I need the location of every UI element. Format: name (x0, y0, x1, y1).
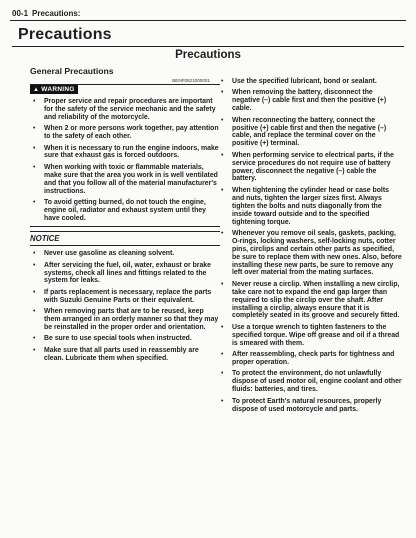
list-item: • When removing the battery, disconnect the negative (–) cable first and then the positive (+) cable. (218, 89, 402, 113)
list-item: • When it is necessary to run the engine indoors, make sure that exhaust gas is forced outdoors. (30, 145, 220, 161)
notice-rule (30, 245, 220, 246)
section-title: Precautions (175, 49, 241, 61)
warning-list (30, 98, 220, 223)
list-item: • After servicing the fuel, oil, water, exhaust or brake systems, check all lines and fittings related to the system for leaks. (30, 262, 220, 286)
header-section: Precautions: (32, 9, 81, 18)
list-item: • If parts replacement is necessary, replace the parts with Suzuki Genuine Parts or their equivalent. (30, 289, 220, 305)
list-item: • Be sure to use special tools when instructed. (30, 335, 220, 343)
left-column (30, 66, 220, 366)
warning-triangle-icon: ▲ (33, 86, 40, 93)
list-item: • Never reuse a circlip. When installing a new circlip, take care not to expand the end gap larger than required to slip the circlip over the shaft. After installing a circlip, always ensure that it is completely seated in its groove and securely fitted. (218, 281, 402, 321)
list-item: • To protect the environment, do not unlawfully dispose of used motor oil, engine coolant and other fluids: batteries, and tires. (218, 370, 402, 394)
warning-tag (30, 85, 78, 94)
warning-bar (30, 84, 220, 94)
list-item: • When performing service to electrical parts, if the service procedures do not require use of battery power, disconnect the negative (–) cable the battery. (218, 152, 402, 184)
list-item: • Make sure that all parts used in reassembly are clean. Lubricate them when specified. (30, 347, 220, 363)
list-item: • To avoid getting burned, do not touch the engine, engine oil, radiator and exhaust system until they have cooled. (30, 199, 220, 223)
notice-label: NOTICE (30, 231, 220, 243)
list-item: • When working with toxic or flammable materials, make sure that the area you work in is well ventilated and that you follow all of the material manufacturer's instructions. (30, 164, 220, 196)
list-item: • When tightening the cylinder head or case bolts and nuts, tighten the larger sizes first. Always tighten the bolts and nuts diagonally from the inside toward outside and to the specified tightening torque. (218, 187, 402, 227)
list-item: • Proper service and repair procedures are important for the safety of the service mechanic and the safety and reliability of the motorcycle. (30, 98, 220, 122)
list-item: • Use the specified lubricant, bond or sealant. (218, 78, 402, 86)
warning-label: WARNING (41, 86, 75, 93)
page-number: 00-1 (12, 9, 29, 18)
list-item: • When reconnecting the battery, connect the positive (+) cable first and then the negative (–) cable, and replace the terminal cover on the positive (+) terminal. (218, 117, 402, 149)
notice-list (30, 250, 220, 362)
header-rule (10, 20, 406, 21)
reference-code: BENF0821000001 (172, 78, 210, 83)
chapter-rule (12, 46, 404, 47)
list-item: • Whenever you remove oil seals, gaskets, packing, O-rings, locking washers, self-locking nuts, cotter pins, circlips and certain other parts as specified, be sure to replace them with new ones. Also, before installing these new parts, be sure to remove any left over material from the mating surfaces. (218, 230, 402, 277)
warning-end-rule (30, 226, 220, 227)
precaution-list (218, 78, 402, 413)
page-header (12, 9, 80, 18)
list-item: • Use a torque wrench to tighten fasteners to the specified torque. Wipe off grease and oil if a thread is smeared with them. (218, 324, 402, 348)
list-item: • To protect Earth's natural resources, properly dispose of used motorcycle and parts. (218, 398, 402, 414)
list-item: • When removing parts that are to be reused, keep them arranged in an orderly manner so that they may be reinstalled in the proper order and orientation. (30, 308, 220, 332)
subsection-heading: General Precautions (30, 66, 114, 76)
chapter-title: Precautions (18, 26, 112, 43)
list-item: • When 2 or more persons work together, pay attention to the safety of each other. (30, 125, 220, 141)
list-item: • Never use gasoline as cleaning solvent. (30, 250, 220, 258)
right-column (218, 78, 402, 417)
list-item: • After reassembling, check parts for tightness and proper operation. (218, 351, 402, 367)
